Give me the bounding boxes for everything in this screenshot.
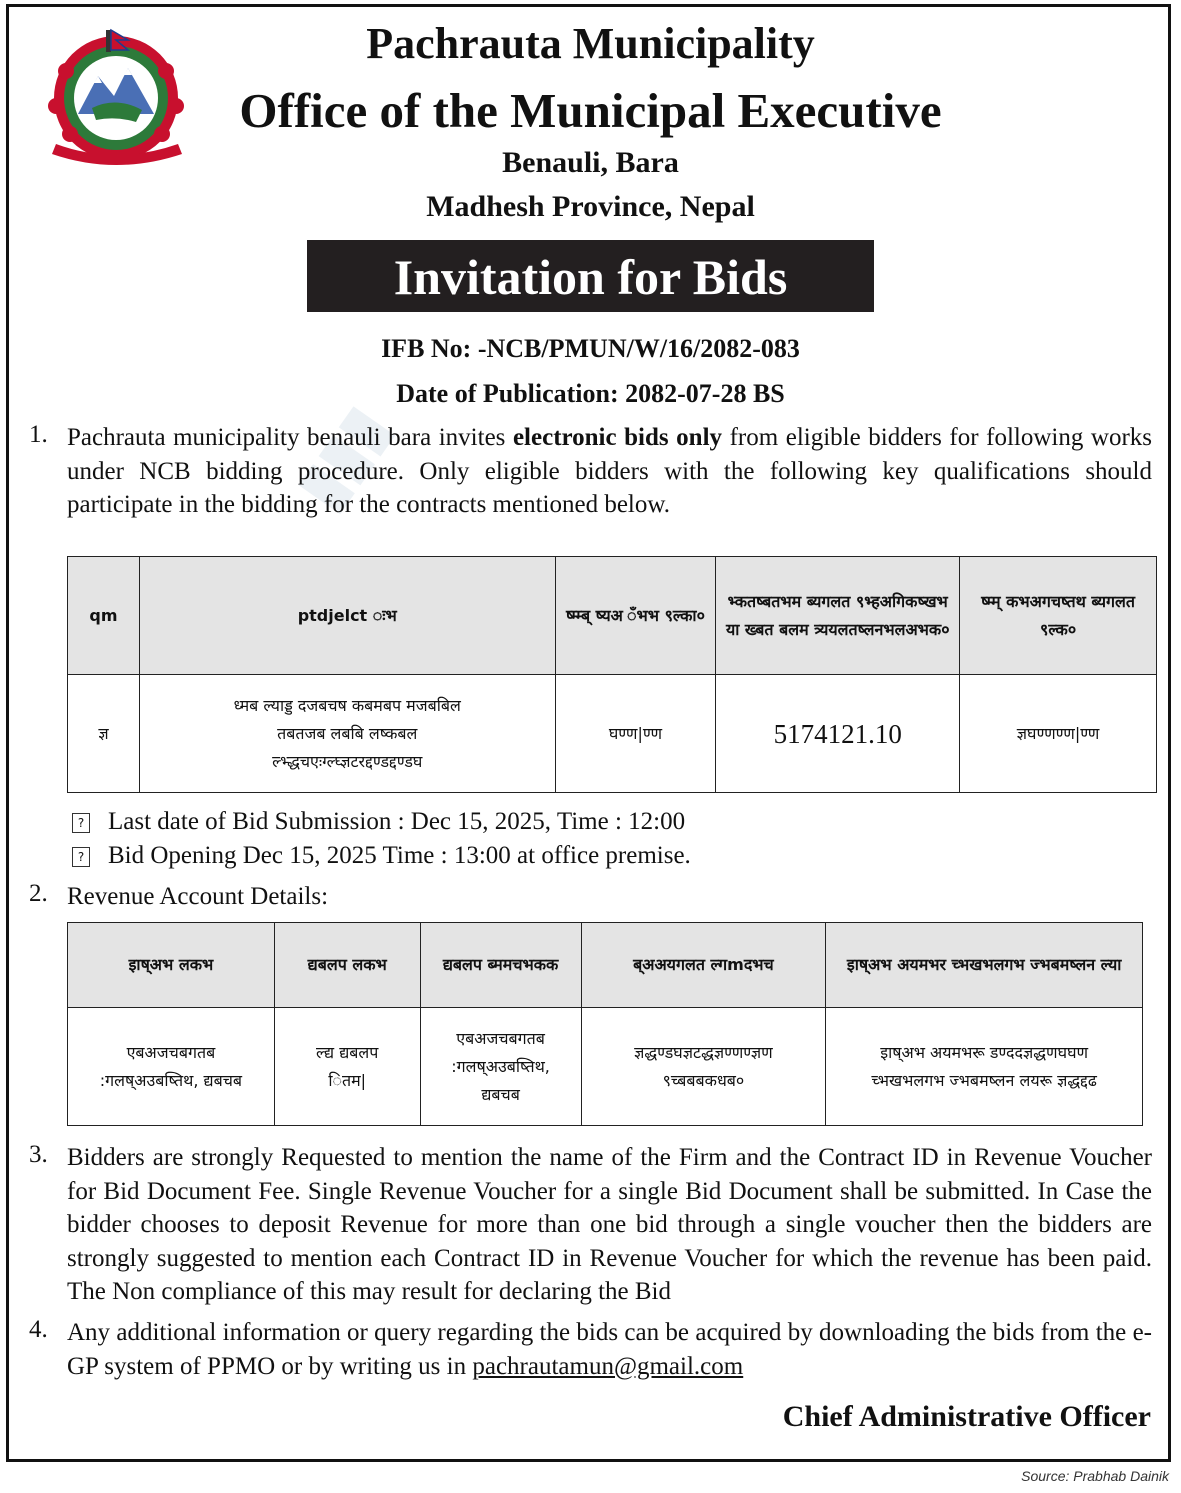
section-1-text-b: from eligible bidders for following works under NCB bidding procedure. Only eligible bidders with the following key qualifications should participate in the bidding for the contracts mentioned below. xyxy=(67,424,1152,518)
col-header: इाष्अभ अयमभर च्भखभलगभ ज्भबमष्लन ल्या xyxy=(826,923,1143,1008)
col-header: इाष्अभ लकभ xyxy=(68,923,275,1008)
contact-email-link[interactable]: pachrautamun@gmail.com xyxy=(472,1352,744,1380)
section-1-text-a: Pachrauta municipality benauli bara invites xyxy=(67,424,513,451)
section-number: 2. xyxy=(29,880,48,907)
cell-line: च्भखभलगभ ज्भबमष्लन लयरू ज्ञद्धद्दढ xyxy=(871,1070,1097,1090)
source-credit: Source: Prabhab Dainik xyxy=(1021,1468,1169,1484)
cell-line: :गलष्अउबष्तिथ, द्यबचब xyxy=(99,1070,243,1090)
section-number: 1. xyxy=(29,421,48,448)
office-location: Benauli, Bara xyxy=(502,146,679,179)
cell-line: एबअजचबगतब xyxy=(126,1042,216,1062)
cell-line: द्यबचब xyxy=(481,1084,520,1104)
cell-security-amount: ज्ञघण्णण्ण|ण्ण xyxy=(960,675,1157,793)
bullet-box-icon: ? xyxy=(72,847,90,867)
col-header: ष्म्म् कभअगचष्तथ ब्यगलत ९ल्क० xyxy=(960,557,1157,675)
ifb-number: IFB No: -NCB/PMUN/W/16/2082-083 xyxy=(381,334,800,363)
watermark-decoration: ▮▮▮ xyxy=(282,393,403,522)
publication-date: Date of Publication: 2082-07-28 BS xyxy=(396,379,785,408)
cell-bank-address xyxy=(420,1008,581,1126)
section-2-heading: Revenue Account Details: xyxy=(67,883,329,910)
cell-revenue-heading xyxy=(826,1008,1143,1126)
cell-line: ९च्बबबकधब० xyxy=(662,1070,745,1090)
section-number: 4. xyxy=(29,1316,48,1343)
bullet-text: Last date of Bid Submission : Dec 15, 2025, Time : 12:00 xyxy=(108,808,686,835)
cell-line: :गलष्अउबष्तिथ, xyxy=(451,1056,550,1076)
col-header: द्यबलप लकभ xyxy=(274,923,420,1008)
section-1-bold: electronic bids only xyxy=(512,424,723,451)
cell-line: एबअजचबगतब xyxy=(456,1028,545,1048)
cell-sn: ज्ञ xyxy=(68,675,140,793)
bullet-text: Bid Opening Dec 15, 2025 Time : 13:00 at office premise. xyxy=(108,842,691,869)
col-header: भ्कतष्बतभम ब्यगलत ९भ्हअगिकष्खभ या ख्बत बलम त्र्ययलतष्लनभलअभक० xyxy=(716,557,960,675)
col-header: qm xyxy=(68,557,140,675)
section-3-paragraph: Bidders are strongly Requested to mention the name of the Firm and the Contract ID in Revenue Voucher for Bid Document Fee. Single Revenue Voucher for a single Bid Document shall be submitted. In Case the bidder chooses to deposit Revenue for more than one bid through a single voucher then the bidders are strongly suggested to mention each Contract ID in Revenue Voucher for which the revenue has been paid. The Non compliance of this may result for declaring the Bid xyxy=(67,1144,1152,1305)
col-header: ब्अअयगलत ल्गmदभच xyxy=(581,923,826,1008)
col-header: ष्म्म्ब् ष्यअ ँभभ ९ल्का० xyxy=(555,557,716,675)
table-header-row xyxy=(68,557,1157,675)
table-header-row xyxy=(68,923,1143,1008)
cell-bank-name xyxy=(274,1008,420,1126)
table-row xyxy=(68,675,1157,793)
cell-account-number xyxy=(581,1008,826,1126)
section-4-text: Any additional information or query regarding the bids can be acquired by downloading the bids from the e-GP system of PPMO or by writing us in xyxy=(67,1319,1152,1380)
section-4-paragraph xyxy=(67,1316,1152,1383)
cell-line: ल्द्य द्यबलप xyxy=(316,1042,379,1062)
cell-office-name xyxy=(68,1008,275,1126)
cell-line: तबतजब लबबि लष्कबल xyxy=(277,723,418,743)
office-name: Office of the Municipal Executive xyxy=(239,83,942,138)
table-row xyxy=(68,1008,1143,1126)
cell-line: ितम| xyxy=(328,1070,367,1090)
cell-line: ल्भ्द्धचएःग्ल्घ्ज्ञटरद्दण्डद्दण्डघ xyxy=(272,751,423,771)
bullet-box-icon: ? xyxy=(72,813,90,833)
section-1-paragraph xyxy=(67,421,1152,522)
cell-estimated-amount: 5174121.10 xyxy=(716,675,960,793)
cell-line: ध्मब ल्याड्ड दजबचष कबमबप मजबबिल xyxy=(233,695,461,715)
cell-contract-name xyxy=(139,675,555,793)
col-header: द्यबलप ब्ममचभकक xyxy=(420,923,581,1008)
bullet-opening-date xyxy=(72,842,691,870)
cell-bid-fee: घण्ण|ण्ण xyxy=(555,675,716,793)
office-province: Madhesh Province, Nepal xyxy=(426,190,755,223)
contracts-table xyxy=(67,556,1157,793)
section-number: 3. xyxy=(29,1141,48,1168)
cell-line: ज्ञद्धण्डघज्ञटद्धज्ञण्णण्ज्ञण xyxy=(634,1042,773,1062)
col-header: ptdjelct ःभ xyxy=(139,557,555,675)
revenue-account-table xyxy=(67,922,1143,1126)
title-banner: Invitation for Bids xyxy=(307,240,874,312)
cell-line: इाष्अभ अयमभरू डण्ददज्ञद्धणघघण xyxy=(880,1042,1089,1062)
bullet-submission-date xyxy=(72,808,685,836)
signature-title: Chief Administrative Officer xyxy=(782,1400,1151,1433)
municipality-name: Pachrauta Municipality xyxy=(366,19,815,68)
